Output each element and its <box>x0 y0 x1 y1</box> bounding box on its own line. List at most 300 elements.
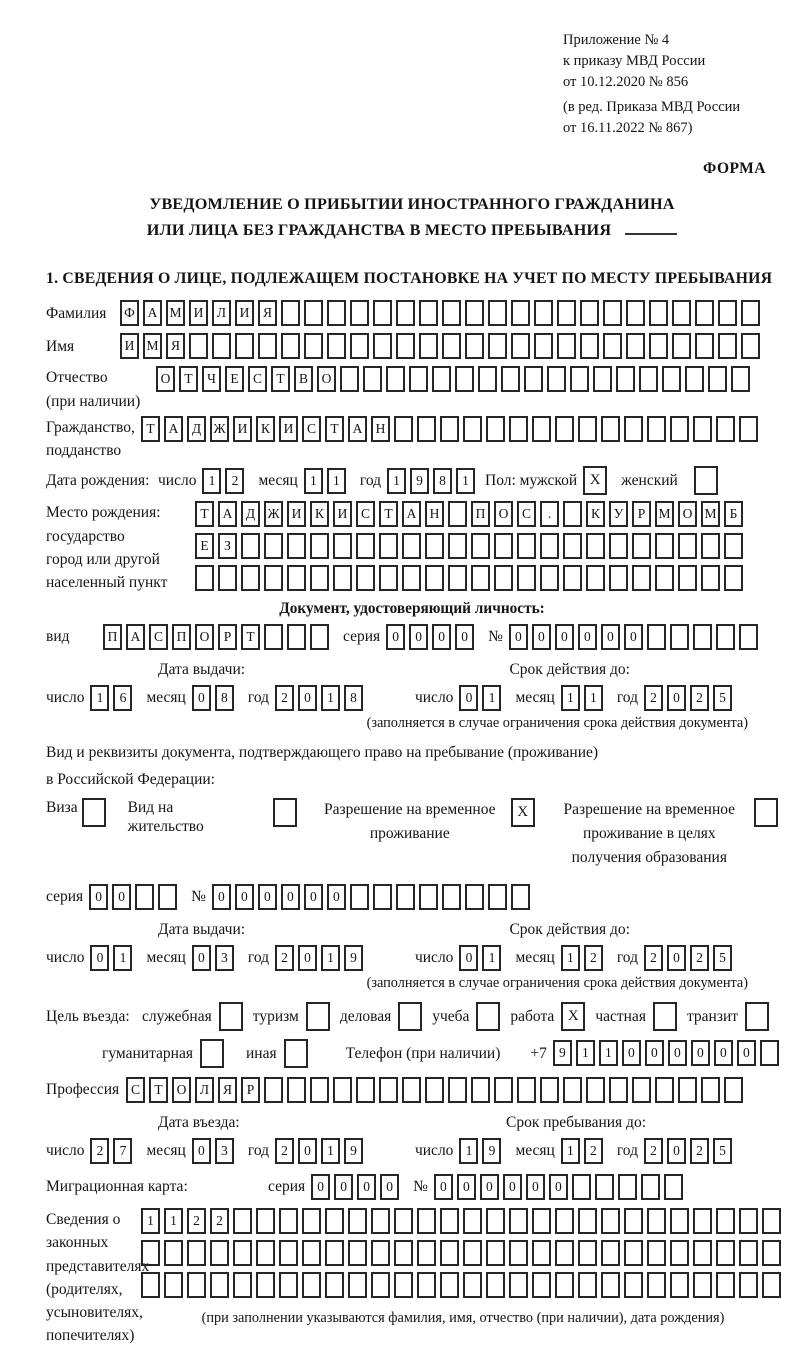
char-cell[interactable]: 0 <box>212 884 231 910</box>
char-cell[interactable] <box>302 1240 321 1266</box>
char-cell[interactable] <box>350 333 369 359</box>
char-cell[interactable] <box>371 1208 390 1234</box>
char-cell[interactable] <box>586 1077 605 1103</box>
char-cell[interactable]: Т <box>325 416 344 442</box>
char-cell[interactable]: И <box>233 416 252 442</box>
char-cell[interactable]: 1 <box>304 468 323 494</box>
char-cell[interactable] <box>419 300 438 326</box>
char-cell[interactable] <box>532 416 551 442</box>
char-cell[interactable] <box>547 366 566 392</box>
char-cell[interactable] <box>371 1240 390 1266</box>
char-cell[interactable] <box>578 416 597 442</box>
char-cell[interactable] <box>586 533 605 559</box>
char-cell[interactable] <box>218 565 237 591</box>
char-cell[interactable] <box>626 300 645 326</box>
char-cell[interactable]: 5 <box>713 1138 732 1164</box>
char-cell[interactable] <box>724 533 743 559</box>
char-cell[interactable] <box>616 366 635 392</box>
char-cell[interactable] <box>716 1208 735 1234</box>
char-cell[interactable]: 2 <box>644 945 663 971</box>
char-cell[interactable] <box>555 416 574 442</box>
char-cell[interactable]: 1 <box>482 685 501 711</box>
char-cell[interactable]: Ж <box>210 416 229 442</box>
char-cell[interactable] <box>442 300 461 326</box>
char-cell[interactable] <box>158 884 177 910</box>
char-cell[interactable] <box>233 1272 252 1298</box>
char-cell[interactable] <box>494 565 513 591</box>
char-cell[interactable] <box>356 1077 375 1103</box>
char-cell[interactable] <box>310 1077 329 1103</box>
char-cell[interactable] <box>532 1208 551 1234</box>
char-cell[interactable]: О <box>156 366 175 392</box>
char-cell[interactable]: 0 <box>298 945 317 971</box>
char-cell[interactable]: П <box>103 624 122 650</box>
char-cell[interactable] <box>603 300 622 326</box>
char-cell[interactable] <box>325 1272 344 1298</box>
char-cell[interactable]: 0 <box>459 945 478 971</box>
char-cell[interactable] <box>258 333 277 359</box>
char-cell[interactable]: 8 <box>215 685 234 711</box>
char-cell[interactable] <box>647 1208 666 1234</box>
char-cell[interactable]: 1 <box>561 1138 580 1164</box>
char-cell[interactable] <box>578 1208 597 1234</box>
char-cell[interactable] <box>471 565 490 591</box>
char-cell[interactable]: 0 <box>298 1138 317 1164</box>
char-cell[interactable] <box>540 533 559 559</box>
char-cell[interactable] <box>386 366 405 392</box>
char-cell[interactable] <box>647 1272 666 1298</box>
char-cell[interactable]: 0 <box>601 624 620 650</box>
char-cell[interactable] <box>517 565 536 591</box>
char-cell[interactable] <box>279 1208 298 1234</box>
char-cell[interactable] <box>578 1240 597 1266</box>
char-cell[interactable] <box>670 1240 689 1266</box>
char-cell[interactable]: 0 <box>281 884 300 910</box>
char-cell[interactable] <box>432 366 451 392</box>
char-cell[interactable] <box>440 1272 459 1298</box>
char-cell[interactable]: 2 <box>275 945 294 971</box>
char-cell[interactable] <box>212 333 231 359</box>
char-cell[interactable] <box>302 1272 321 1298</box>
char-cell[interactable] <box>762 1240 781 1266</box>
char-cell[interactable] <box>264 1077 283 1103</box>
char-cell[interactable]: Я <box>258 300 277 326</box>
char-cell[interactable] <box>624 416 643 442</box>
char-cell[interactable]: 0 <box>327 884 346 910</box>
char-cell[interactable] <box>394 416 413 442</box>
char-cell[interactable]: 0 <box>455 624 474 650</box>
char-cell[interactable] <box>463 416 482 442</box>
char-cell[interactable] <box>701 565 720 591</box>
char-cell[interactable] <box>471 533 490 559</box>
char-cell[interactable] <box>235 333 254 359</box>
char-cell[interactable]: Е <box>225 366 244 392</box>
char-cell[interactable] <box>672 300 691 326</box>
char-cell[interactable]: 9 <box>410 468 429 494</box>
checkbox-rabota[interactable]: X <box>561 1002 585 1031</box>
char-cell[interactable]: А <box>164 416 183 442</box>
char-cell[interactable]: М <box>701 501 720 527</box>
char-cell[interactable] <box>555 1240 574 1266</box>
char-cell[interactable] <box>595 1174 614 1200</box>
char-cell[interactable]: П <box>471 501 490 527</box>
char-cell[interactable] <box>664 1174 683 1200</box>
char-cell[interactable] <box>327 300 346 326</box>
char-cell[interactable] <box>741 333 760 359</box>
char-cell[interactable] <box>440 1208 459 1234</box>
char-cell[interactable]: 0 <box>192 685 211 711</box>
char-cell[interactable] <box>256 1240 275 1266</box>
char-cell[interactable]: Т <box>149 1077 168 1103</box>
char-cell[interactable] <box>440 416 459 442</box>
char-cell[interactable] <box>350 300 369 326</box>
char-cell[interactable]: Т <box>179 366 198 392</box>
char-cell[interactable] <box>486 1208 505 1234</box>
char-cell[interactable]: П <box>172 624 191 650</box>
char-cell[interactable] <box>325 1240 344 1266</box>
char-cell[interactable]: 2 <box>644 1138 663 1164</box>
char-cell[interactable]: К <box>310 501 329 527</box>
char-cell[interactable] <box>264 565 283 591</box>
char-cell[interactable]: 8 <box>344 685 363 711</box>
char-cell[interactable] <box>396 300 415 326</box>
char-cell[interactable] <box>141 1240 160 1266</box>
char-cell[interactable]: 0 <box>691 1040 710 1066</box>
char-cell[interactable]: О <box>494 501 513 527</box>
char-cell[interactable] <box>678 1077 697 1103</box>
char-cell[interactable]: К <box>256 416 275 442</box>
char-cell[interactable] <box>655 533 674 559</box>
char-cell[interactable] <box>708 366 727 392</box>
char-cell[interactable] <box>394 1272 413 1298</box>
char-cell[interactable]: Ж <box>264 501 283 527</box>
char-cell[interactable] <box>264 624 283 650</box>
char-cell[interactable]: 0 <box>380 1174 399 1200</box>
char-cell[interactable]: 0 <box>258 884 277 910</box>
char-cell[interactable]: А <box>348 416 367 442</box>
char-cell[interactable] <box>304 300 323 326</box>
char-cell[interactable] <box>417 1240 436 1266</box>
char-cell[interactable] <box>578 1272 597 1298</box>
char-cell[interactable] <box>563 1077 582 1103</box>
char-cell[interactable]: Л <box>212 300 231 326</box>
char-cell[interactable] <box>455 366 474 392</box>
char-cell[interactable]: 2 <box>90 1138 109 1164</box>
char-cell[interactable]: И <box>189 300 208 326</box>
char-cell[interactable] <box>287 624 306 650</box>
char-cell[interactable]: 0 <box>90 945 109 971</box>
char-cell[interactable] <box>601 1208 620 1234</box>
char-cell[interactable] <box>394 1240 413 1266</box>
char-cell[interactable]: 0 <box>434 1174 453 1200</box>
char-cell[interactable] <box>425 1077 444 1103</box>
char-cell[interactable]: . <box>540 501 559 527</box>
char-cell[interactable] <box>419 884 438 910</box>
char-cell[interactable]: 1 <box>321 1138 340 1164</box>
checkbox-temp-residence[interactable]: X <box>511 798 535 827</box>
char-cell[interactable] <box>333 533 352 559</box>
char-cell[interactable] <box>580 300 599 326</box>
char-cell[interactable]: 1 <box>387 468 406 494</box>
char-cell[interactable]: 9 <box>553 1040 572 1066</box>
char-cell[interactable] <box>678 533 697 559</box>
char-cell[interactable] <box>593 366 612 392</box>
char-cell[interactable] <box>350 884 369 910</box>
char-cell[interactable]: 1 <box>321 685 340 711</box>
char-cell[interactable]: Д <box>187 416 206 442</box>
char-cell[interactable] <box>310 565 329 591</box>
char-cell[interactable] <box>678 565 697 591</box>
char-cell[interactable] <box>241 565 260 591</box>
char-cell[interactable] <box>210 1272 229 1298</box>
char-cell[interactable]: 2 <box>210 1208 229 1234</box>
char-cell[interactable] <box>356 565 375 591</box>
char-cell[interactable] <box>555 1272 574 1298</box>
char-cell[interactable]: 0 <box>667 685 686 711</box>
char-cell[interactable] <box>302 1208 321 1234</box>
char-cell[interactable] <box>333 1077 352 1103</box>
char-cell[interactable]: Ф <box>120 300 139 326</box>
char-cell[interactable] <box>379 1077 398 1103</box>
char-cell[interactable] <box>287 533 306 559</box>
char-cell[interactable] <box>632 1077 651 1103</box>
char-cell[interactable] <box>348 1208 367 1234</box>
checkbox-residence-permit[interactable] <box>273 798 297 827</box>
char-cell[interactable]: А <box>402 501 421 527</box>
char-cell[interactable]: Т <box>241 624 260 650</box>
char-cell[interactable]: 0 <box>334 1174 353 1200</box>
char-cell[interactable] <box>618 1174 637 1200</box>
char-cell[interactable] <box>486 1240 505 1266</box>
char-cell[interactable] <box>465 333 484 359</box>
char-cell[interactable]: 9 <box>344 1138 363 1164</box>
char-cell[interactable] <box>509 1208 528 1234</box>
char-cell[interactable]: 5 <box>713 945 732 971</box>
char-cell[interactable] <box>626 333 645 359</box>
char-cell[interactable]: Д <box>241 501 260 527</box>
char-cell[interactable]: 0 <box>549 1174 568 1200</box>
char-cell[interactable]: 0 <box>457 1174 476 1200</box>
char-cell[interactable] <box>501 366 520 392</box>
char-cell[interactable]: 0 <box>192 1138 211 1164</box>
char-cell[interactable]: Ч <box>202 366 221 392</box>
char-cell[interactable]: С <box>248 366 267 392</box>
checkbox-delovaya[interactable] <box>398 1002 422 1031</box>
char-cell[interactable] <box>647 624 666 650</box>
char-cell[interactable] <box>187 1272 206 1298</box>
char-cell[interactable] <box>425 533 444 559</box>
char-cell[interactable] <box>670 416 689 442</box>
char-cell[interactable]: 2 <box>187 1208 206 1234</box>
char-cell[interactable] <box>373 884 392 910</box>
char-cell[interactable] <box>609 533 628 559</box>
char-cell[interactable]: А <box>143 300 162 326</box>
char-cell[interactable]: 1 <box>113 945 132 971</box>
char-cell[interactable] <box>189 333 208 359</box>
checkbox-gumanitarnaya[interactable] <box>200 1039 224 1068</box>
char-cell[interactable] <box>731 366 750 392</box>
char-cell[interactable] <box>701 1077 720 1103</box>
char-cell[interactable]: 0 <box>298 685 317 711</box>
char-cell[interactable] <box>563 565 582 591</box>
char-cell[interactable] <box>440 1240 459 1266</box>
char-cell[interactable]: 2 <box>275 1138 294 1164</box>
char-cell[interactable] <box>517 533 536 559</box>
char-cell[interactable] <box>442 333 461 359</box>
char-cell[interactable] <box>511 333 530 359</box>
char-cell[interactable] <box>601 1272 620 1298</box>
char-cell[interactable] <box>624 1272 643 1298</box>
char-cell[interactable] <box>509 416 528 442</box>
char-cell[interactable] <box>448 1077 467 1103</box>
char-cell[interactable] <box>310 624 329 650</box>
char-cell[interactable]: Я <box>166 333 185 359</box>
checkbox-inaya[interactable] <box>284 1039 308 1068</box>
char-cell[interactable]: 1 <box>576 1040 595 1066</box>
char-cell[interactable] <box>465 884 484 910</box>
char-cell[interactable] <box>540 565 559 591</box>
char-cell[interactable] <box>639 366 658 392</box>
char-cell[interactable] <box>448 565 467 591</box>
char-cell[interactable]: 8 <box>433 468 452 494</box>
char-cell[interactable] <box>601 1240 620 1266</box>
char-cell[interactable]: Р <box>241 1077 260 1103</box>
char-cell[interactable] <box>563 533 582 559</box>
char-cell[interactable] <box>632 565 651 591</box>
char-cell[interactable] <box>647 416 666 442</box>
char-cell[interactable] <box>348 1272 367 1298</box>
char-cell[interactable]: 0 <box>112 884 131 910</box>
char-cell[interactable] <box>662 366 681 392</box>
char-cell[interactable]: С <box>517 501 536 527</box>
char-cell[interactable]: 6 <box>113 685 132 711</box>
char-cell[interactable] <box>396 884 415 910</box>
char-cell[interactable]: 0 <box>304 884 323 910</box>
char-cell[interactable] <box>693 1208 712 1234</box>
char-cell[interactable]: В <box>294 366 313 392</box>
char-cell[interactable] <box>534 333 553 359</box>
char-cell[interactable] <box>478 366 497 392</box>
char-cell[interactable] <box>517 1077 536 1103</box>
char-cell[interactable] <box>762 1208 781 1234</box>
char-cell[interactable] <box>356 533 375 559</box>
char-cell[interactable] <box>471 1077 490 1103</box>
char-cell[interactable] <box>425 565 444 591</box>
char-cell[interactable]: З <box>218 533 237 559</box>
char-cell[interactable]: С <box>149 624 168 650</box>
char-cell[interactable]: 1 <box>90 685 109 711</box>
char-cell[interactable] <box>164 1272 183 1298</box>
char-cell[interactable] <box>557 300 576 326</box>
char-cell[interactable]: 1 <box>202 468 221 494</box>
char-cell[interactable] <box>417 416 436 442</box>
char-cell[interactable]: 3 <box>215 1138 234 1164</box>
char-cell[interactable]: 0 <box>432 624 451 650</box>
char-cell[interactable] <box>739 1240 758 1266</box>
char-cell[interactable]: 1 <box>599 1040 618 1066</box>
char-cell[interactable] <box>409 366 428 392</box>
char-cell[interactable] <box>402 533 421 559</box>
char-cell[interactable] <box>693 1240 712 1266</box>
char-cell[interactable]: 0 <box>459 685 478 711</box>
char-cell[interactable] <box>724 1077 743 1103</box>
char-cell[interactable]: 1 <box>327 468 346 494</box>
char-cell[interactable] <box>448 533 467 559</box>
char-cell[interactable]: У <box>609 501 628 527</box>
char-cell[interactable] <box>379 533 398 559</box>
char-cell[interactable] <box>463 1208 482 1234</box>
char-cell[interactable]: 9 <box>344 945 363 971</box>
char-cell[interactable]: И <box>235 300 254 326</box>
char-cell[interactable]: И <box>287 501 306 527</box>
char-cell[interactable]: 0 <box>668 1040 687 1066</box>
char-cell[interactable] <box>394 1208 413 1234</box>
char-cell[interactable]: 0 <box>714 1040 733 1066</box>
char-cell[interactable]: Т <box>379 501 398 527</box>
char-cell[interactable] <box>448 501 467 527</box>
char-cell[interactable] <box>233 1240 252 1266</box>
char-cell[interactable] <box>693 624 712 650</box>
char-cell[interactable]: 0 <box>386 624 405 650</box>
char-cell[interactable] <box>609 565 628 591</box>
char-cell[interactable] <box>333 565 352 591</box>
char-cell[interactable] <box>534 300 553 326</box>
char-cell[interactable] <box>716 1240 735 1266</box>
char-cell[interactable]: 2 <box>275 685 294 711</box>
char-cell[interactable]: 1 <box>321 945 340 971</box>
char-cell[interactable]: Т <box>271 366 290 392</box>
char-cell[interactable] <box>716 416 735 442</box>
char-cell[interactable] <box>532 1240 551 1266</box>
char-cell[interactable] <box>739 1272 758 1298</box>
char-cell[interactable]: 0 <box>509 624 528 650</box>
char-cell[interactable] <box>287 565 306 591</box>
char-cell[interactable]: 2 <box>225 468 244 494</box>
char-cell[interactable] <box>486 416 505 442</box>
char-cell[interactable]: 0 <box>645 1040 664 1066</box>
char-cell[interactable]: 1 <box>164 1208 183 1234</box>
char-cell[interactable]: С <box>356 501 375 527</box>
char-cell[interactable]: 1 <box>584 685 603 711</box>
char-cell[interactable]: М <box>166 300 185 326</box>
char-cell[interactable] <box>540 1077 559 1103</box>
char-cell[interactable] <box>187 1240 206 1266</box>
char-cell[interactable] <box>760 1040 779 1066</box>
char-cell[interactable] <box>693 416 712 442</box>
char-cell[interactable]: С <box>126 1077 145 1103</box>
char-cell[interactable] <box>672 333 691 359</box>
char-cell[interactable]: 0 <box>503 1174 522 1200</box>
char-cell[interactable] <box>601 416 620 442</box>
char-cell[interactable]: Т <box>195 501 214 527</box>
char-cell[interactable] <box>695 300 714 326</box>
char-cell[interactable]: Н <box>425 501 444 527</box>
char-cell[interactable] <box>649 300 668 326</box>
char-cell[interactable]: С <box>302 416 321 442</box>
char-cell[interactable] <box>609 1077 628 1103</box>
char-cell[interactable] <box>488 300 507 326</box>
char-cell[interactable] <box>488 884 507 910</box>
char-cell[interactable]: 0 <box>526 1174 545 1200</box>
char-cell[interactable]: 1 <box>141 1208 160 1234</box>
char-cell[interactable] <box>379 565 398 591</box>
char-cell[interactable]: 0 <box>480 1174 499 1200</box>
char-cell[interactable] <box>739 624 758 650</box>
char-cell[interactable] <box>670 1208 689 1234</box>
char-cell[interactable] <box>233 1208 252 1234</box>
char-cell[interactable] <box>310 533 329 559</box>
char-cell[interactable]: 0 <box>311 1174 330 1200</box>
